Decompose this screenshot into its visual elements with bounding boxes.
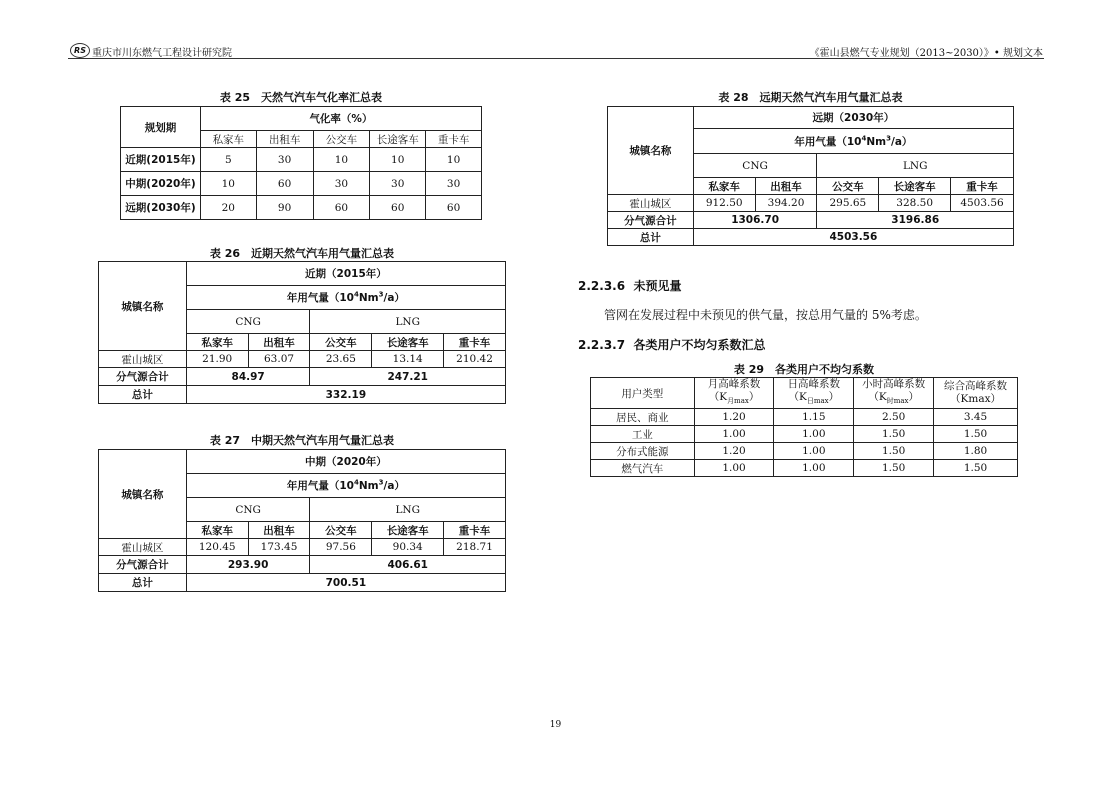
t29-cell: 1.50 [934,460,1018,477]
t25-cell: 60 [370,196,426,220]
t29-cell: 1.00 [774,460,854,477]
page-number: 19 [549,720,562,730]
t27-col: 公交车 [310,522,372,539]
t29-header-hour: 小时高峰系数 $(K_{时max})$ [854,378,934,409]
table-row [121,148,482,172]
t29-row-label: 分布式能源 [591,443,695,460]
t27-col: 长途客车 [372,522,444,539]
t26-town: 霍山城区 [99,351,187,368]
t25-row-label: 近期(2015年) [121,148,201,172]
t29-cell: 1.50 [854,443,934,460]
t26-header-unit: 年用气量$(10^4Nm^3/a)$ [186,286,505,310]
t27-col: 私家车 [186,522,248,539]
t27-cell: 90.34 [372,539,444,556]
t27-town: 霍山城区 [99,539,187,556]
t28-cell: 4503.56 [951,195,1014,212]
section-2236-text: 管网在发展过程中未预见的供气量，按总用气量的 5%考虑。 [604,308,927,322]
t26-cell: 23.65 [310,351,372,368]
company-logo: RS [70,43,90,58]
t28-header-unit: 年用气量$(10^4Nm^3/a)$ [693,129,1013,154]
t26-total-label: 总计 [99,386,187,404]
t25-col: 长途客车 [370,131,426,148]
t29-row-label: 燃气汽车 [591,460,695,477]
table-row [608,195,1014,212]
t28-cell: 394.20 [755,195,817,212]
t26-col: 私家车 [186,334,248,351]
t28-col: 出租车 [755,178,817,195]
t25-col: 公交车 [313,131,370,148]
table-row [121,196,482,220]
t25-cell: 30 [426,172,482,196]
t28-col: 私家车 [693,178,755,195]
t29-cell: 1.00 [774,426,854,443]
t29-row-label: 居民、商业 [591,409,695,426]
table-row [121,172,482,196]
table-row [99,351,506,368]
t27-cell: 120.45 [186,539,248,556]
header-doc-title: 《霍山县燃气专业规划（2013~2030）》• 规划文本 [809,48,1043,59]
t29-cell: 1.00 [694,460,774,477]
t29-cell: 1.20 [694,443,774,460]
section-number: 2.2.3.7 [578,338,626,352]
t26-col: 公交车 [310,334,372,351]
t29-cell: 1.00 [694,426,774,443]
t26-total: 332.19 [186,386,505,404]
t28-sub-cng: 1306.70 [693,212,817,229]
t29-cell: 3.45 [934,409,1018,426]
t25-header-period: 规划期 [121,107,201,148]
t26-cell: 13.14 [372,351,444,368]
table-row [591,443,1018,460]
t28-header-cng: CNG [693,154,817,178]
section-title: 未预见量 [633,279,682,293]
t26-header-period: 近期（2015年） [186,262,505,286]
t25-cell: 90 [256,196,313,220]
t25-cell: 60 [256,172,313,196]
t28-total-label: 总计 [608,229,694,246]
t25-cell: 60 [313,196,370,220]
t28-col: 公交车 [817,178,879,195]
t29-header-type: 用户类型 [591,378,695,409]
section-2236-heading [578,277,681,294]
t25-cell: 10 [313,148,370,172]
t29-header-day: 日高峰系数 $(K_{日max})$ [774,378,854,409]
t26-header-lng: LNG [310,310,506,334]
t27-sub-lng: 406.61 [310,556,506,574]
t26-cell: 63.07 [248,351,310,368]
t25-cell: 60 [426,196,482,220]
section-title: 各类用户不均匀系数汇总 [633,338,766,352]
t28-cell: 295.65 [817,195,879,212]
t29-cell: 1.15 [774,409,854,426]
table-row [99,539,506,556]
t26-cell: 21.90 [186,351,248,368]
table-25 [120,106,482,220]
t25-cell: 10 [426,148,482,172]
t25-cell: 10 [200,172,256,196]
table-26 [98,261,506,404]
t29-header-month: 月高峰系数 $(K_{月max})$ [694,378,774,409]
t25-header-rate: 气化率（%） [200,107,481,131]
t27-header-town: 城镇名称 [99,450,187,539]
t27-header-period: 中期（2020年） [186,450,505,474]
t29-header-overall: 综合高峰系数 （Kmax） [934,378,1018,409]
t25-col: 重卡车 [426,131,482,148]
table-25-caption: 表 25 天然气汽车气化率汇总表 [219,91,383,104]
t25-cell: 5 [200,148,256,172]
t27-header-unit: 年用气量$(10^4Nm^3/a)$ [186,474,505,498]
table-row [591,460,1018,477]
t27-col: 重卡车 [444,522,506,539]
t28-town: 霍山城区 [608,195,694,212]
t28-sub-lng: 3196.86 [817,212,1014,229]
t27-header-cng: CNG [186,498,310,522]
t28-sub-label: 分气源合计 [608,212,694,229]
t25-row-label: 中期(2020年) [121,172,201,196]
t28-cell: 328.50 [879,195,951,212]
header-org: 重庆市川东燃气工程设计研究院 [92,48,232,59]
t29-cell: 1.50 [854,426,934,443]
t29-cell: 2.50 [854,409,934,426]
t28-col: 长途客车 [879,178,951,195]
t25-col: 出租车 [256,131,313,148]
t26-col: 长途客车 [372,334,444,351]
t27-col: 出租车 [248,522,310,539]
t25-cell: 30 [370,172,426,196]
t27-cell: 173.45 [248,539,310,556]
t27-sub-cng: 293.90 [186,556,310,574]
table-26-caption: 表 26 近期天然气汽车用气量汇总表 [209,247,395,260]
t26-cell: 210.42 [444,351,506,368]
t26-sub-lng: 247.21 [310,368,506,386]
t28-col: 重卡车 [951,178,1014,195]
t28-header-town: 城镇名称 [608,107,694,195]
t29-cell: 1.50 [854,460,934,477]
t27-cell: 218.71 [444,539,506,556]
table-27-caption: 表 27 中期天然气汽车用气量汇总表 [209,434,395,447]
t28-header-lng: LNG [817,154,1014,178]
t28-cell: 912.50 [693,195,755,212]
t29-cell: 1.20 [694,409,774,426]
t25-cell: 30 [256,148,313,172]
t29-cell: 1.80 [934,443,1018,460]
t25-col: 私家车 [200,131,256,148]
t27-cell: 97.56 [310,539,372,556]
t26-col: 出租车 [248,334,310,351]
t27-total-label: 总计 [99,574,187,592]
table-27 [98,449,506,592]
t27-header-lng: LNG [310,498,506,522]
t25-cell: 10 [370,148,426,172]
t29-cell: 1.00 [774,443,854,460]
table-28 [607,106,1014,246]
t26-header-town: 城镇名称 [99,262,187,351]
t26-header-cng: CNG [186,310,310,334]
t26-sub-cng: 84.97 [186,368,310,386]
section-2237-heading [578,336,765,353]
table-28-caption: 表 28 远期天然气汽车用气量汇总表 [718,91,903,104]
t25-cell: 20 [200,196,256,220]
t29-row-label: 工业 [591,426,695,443]
t27-total: 700.51 [186,574,505,592]
t27-sub-label: 分气源合计 [99,556,187,574]
t29-cell: 1.50 [934,426,1018,443]
table-29-caption: 表 29 各类用户不均匀系数 [733,363,875,376]
t28-header-period: 远期（2030年） [693,107,1013,129]
t26-col: 重卡车 [444,334,506,351]
t28-total: 4503.56 [693,229,1013,246]
header-rule [68,58,1044,59]
t25-row-label: 远期(2030年) [121,196,201,220]
t25-cell: 30 [313,172,370,196]
table-row [591,409,1018,426]
t26-sub-label: 分气源合计 [99,368,187,386]
table-row [591,426,1018,443]
section-number: 2.2.3.6 [578,279,626,293]
table-29 [590,377,1018,477]
